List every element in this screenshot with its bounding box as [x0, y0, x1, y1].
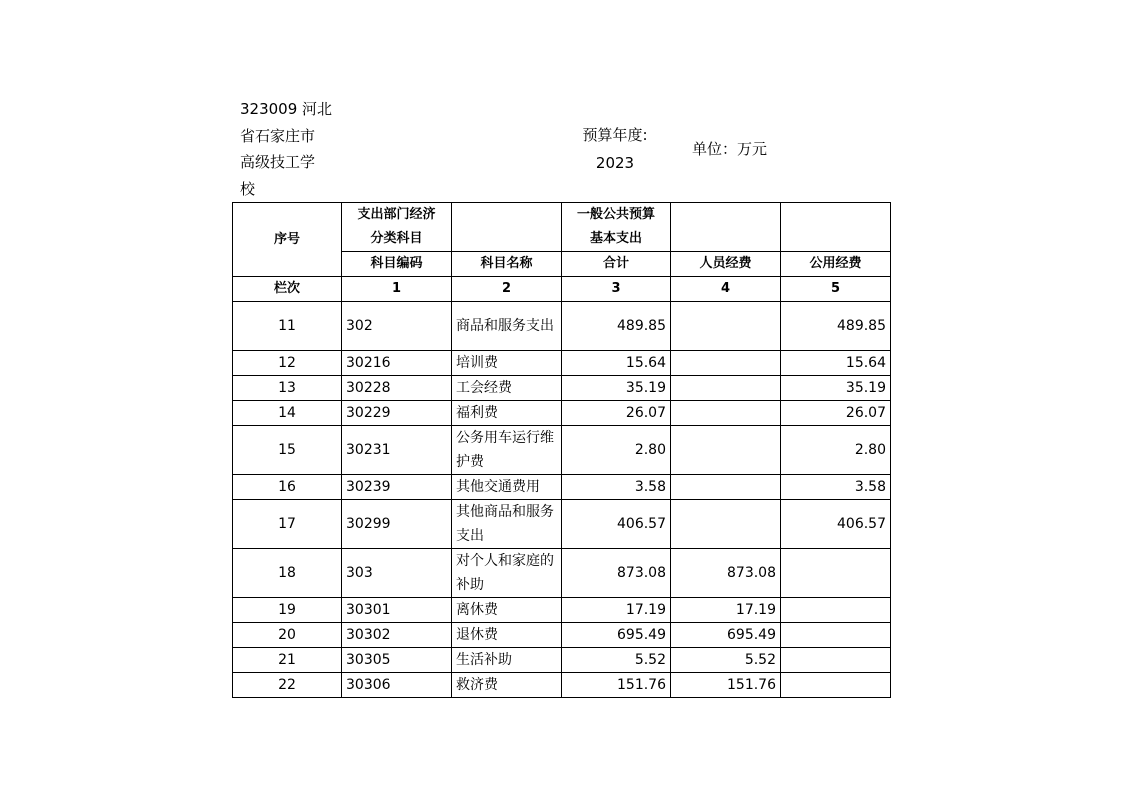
cell-public: [781, 623, 891, 648]
cell-name: 其他商品和服务支出: [452, 500, 562, 549]
cell-name: 离休费: [452, 598, 562, 623]
cell-code: 30216: [342, 351, 452, 376]
header-blank: [781, 203, 891, 252]
cell-name: 救济费: [452, 673, 562, 698]
cell-total: 695.49: [562, 623, 671, 648]
table-row: [233, 623, 891, 648]
header-blank: [671, 203, 781, 252]
cell-code: 303: [342, 549, 452, 598]
header-col-num: 1: [342, 277, 452, 302]
table-row: [233, 426, 891, 475]
header-col-num: 5: [781, 277, 891, 302]
cell-total: 873.08: [562, 549, 671, 598]
cell-total: 5.52: [562, 648, 671, 673]
cell-total: 35.19: [562, 376, 671, 401]
header-code: 科目编码: [342, 252, 452, 277]
cell-public: [781, 598, 891, 623]
header-name: 科目名称: [452, 252, 562, 277]
cell-total: 151.76: [562, 673, 671, 698]
cell-public: 406.57: [781, 500, 891, 549]
cell-code: 30306: [342, 673, 452, 698]
cell-public: 26.07: [781, 401, 891, 426]
cell-code: 30231: [342, 426, 452, 475]
cell-seq: 15: [233, 426, 342, 475]
cell-seq: 13: [233, 376, 342, 401]
cell-total: 2.80: [562, 426, 671, 475]
cell-public: [781, 673, 891, 698]
cell-total: 406.57: [562, 500, 671, 549]
header-public: 公用经费: [781, 252, 891, 277]
cell-personnel: [671, 351, 781, 376]
cell-seq: 17: [233, 500, 342, 549]
table-row: [233, 401, 891, 426]
cell-code: 302: [342, 302, 452, 351]
cell-name: 商品和服务支出: [452, 302, 562, 351]
cell-public: 15.64: [781, 351, 891, 376]
table-row: [233, 648, 891, 673]
cell-seq: 20: [233, 623, 342, 648]
cell-personnel: [671, 376, 781, 401]
cell-personnel: 17.19: [671, 598, 781, 623]
cell-code: 30301: [342, 598, 452, 623]
cell-public: 489.85: [781, 302, 891, 351]
table-row: [233, 475, 891, 500]
cell-public: 3.58: [781, 475, 891, 500]
cell-personnel: 5.52: [671, 648, 781, 673]
cell-personnel: [671, 401, 781, 426]
table-row: [233, 302, 891, 351]
header-blank: [452, 203, 562, 252]
cell-name: 福利费: [452, 401, 562, 426]
cell-seq: 12: [233, 351, 342, 376]
cell-total: 489.85: [562, 302, 671, 351]
cell-seq: 18: [233, 549, 342, 598]
cell-code: 30228: [342, 376, 452, 401]
cell-total: 17.19: [562, 598, 671, 623]
cell-name: 退休费: [452, 623, 562, 648]
cell-seq: 21: [233, 648, 342, 673]
budget-year-label: 预算年度: 2023: [582, 126, 648, 172]
header-seq: 序号: [233, 203, 342, 277]
cell-public: [781, 648, 891, 673]
header-total: 合计: [562, 252, 671, 277]
cell-code: 30299: [342, 500, 452, 549]
cell-name: 公务用车运行维护费: [452, 426, 562, 475]
cell-personnel: 151.76: [671, 673, 781, 698]
cell-public: [781, 549, 891, 598]
cell-seq: 22: [233, 673, 342, 698]
header-col-row-label: 栏次: [233, 277, 342, 302]
cell-personnel: 873.08: [671, 549, 781, 598]
cell-personnel: [671, 426, 781, 475]
header-col-num: 2: [452, 277, 562, 302]
cell-total: 3.58: [562, 475, 671, 500]
cell-personnel: 695.49: [671, 623, 781, 648]
cell-name: 对个人和家庭的补助: [452, 549, 562, 598]
cell-seq: 19: [233, 598, 342, 623]
table-row: [233, 549, 891, 598]
organization-name: 323009 河北 省石家庄市 高级技工学 校: [240, 100, 333, 198]
cell-personnel: [671, 475, 781, 500]
cell-name: 工会经费: [452, 376, 562, 401]
cell-code: 30302: [342, 623, 452, 648]
table-row: [233, 500, 891, 549]
header-col-num: 3: [562, 277, 671, 302]
unit-label: 单位：万元: [692, 140, 768, 158]
header-econ-class: 支出部门经济 分类科目: [342, 203, 452, 252]
budget-table: [232, 202, 891, 698]
cell-public: 2.80: [781, 426, 891, 475]
cell-seq: 16: [233, 475, 342, 500]
table-row: [233, 376, 891, 401]
cell-seq: 11: [233, 302, 342, 351]
cell-code: 30229: [342, 401, 452, 426]
table-row: [233, 673, 891, 698]
cell-total: 15.64: [562, 351, 671, 376]
cell-code: 30239: [342, 475, 452, 500]
cell-name: 培训费: [452, 351, 562, 376]
cell-code: 30305: [342, 648, 452, 673]
header-budget-basic: 一般公共预算 基本支出: [562, 203, 671, 252]
header-personnel: 人员经费: [671, 252, 781, 277]
cell-total: 26.07: [562, 401, 671, 426]
table-row: [233, 351, 891, 376]
cell-name: 生活补助: [452, 648, 562, 673]
cell-public: 35.19: [781, 376, 891, 401]
cell-personnel: [671, 302, 781, 351]
table-row: [233, 598, 891, 623]
cell-name: 其他交通费用: [452, 475, 562, 500]
cell-seq: 14: [233, 401, 342, 426]
cell-personnel: [671, 500, 781, 549]
header-col-num: 4: [671, 277, 781, 302]
